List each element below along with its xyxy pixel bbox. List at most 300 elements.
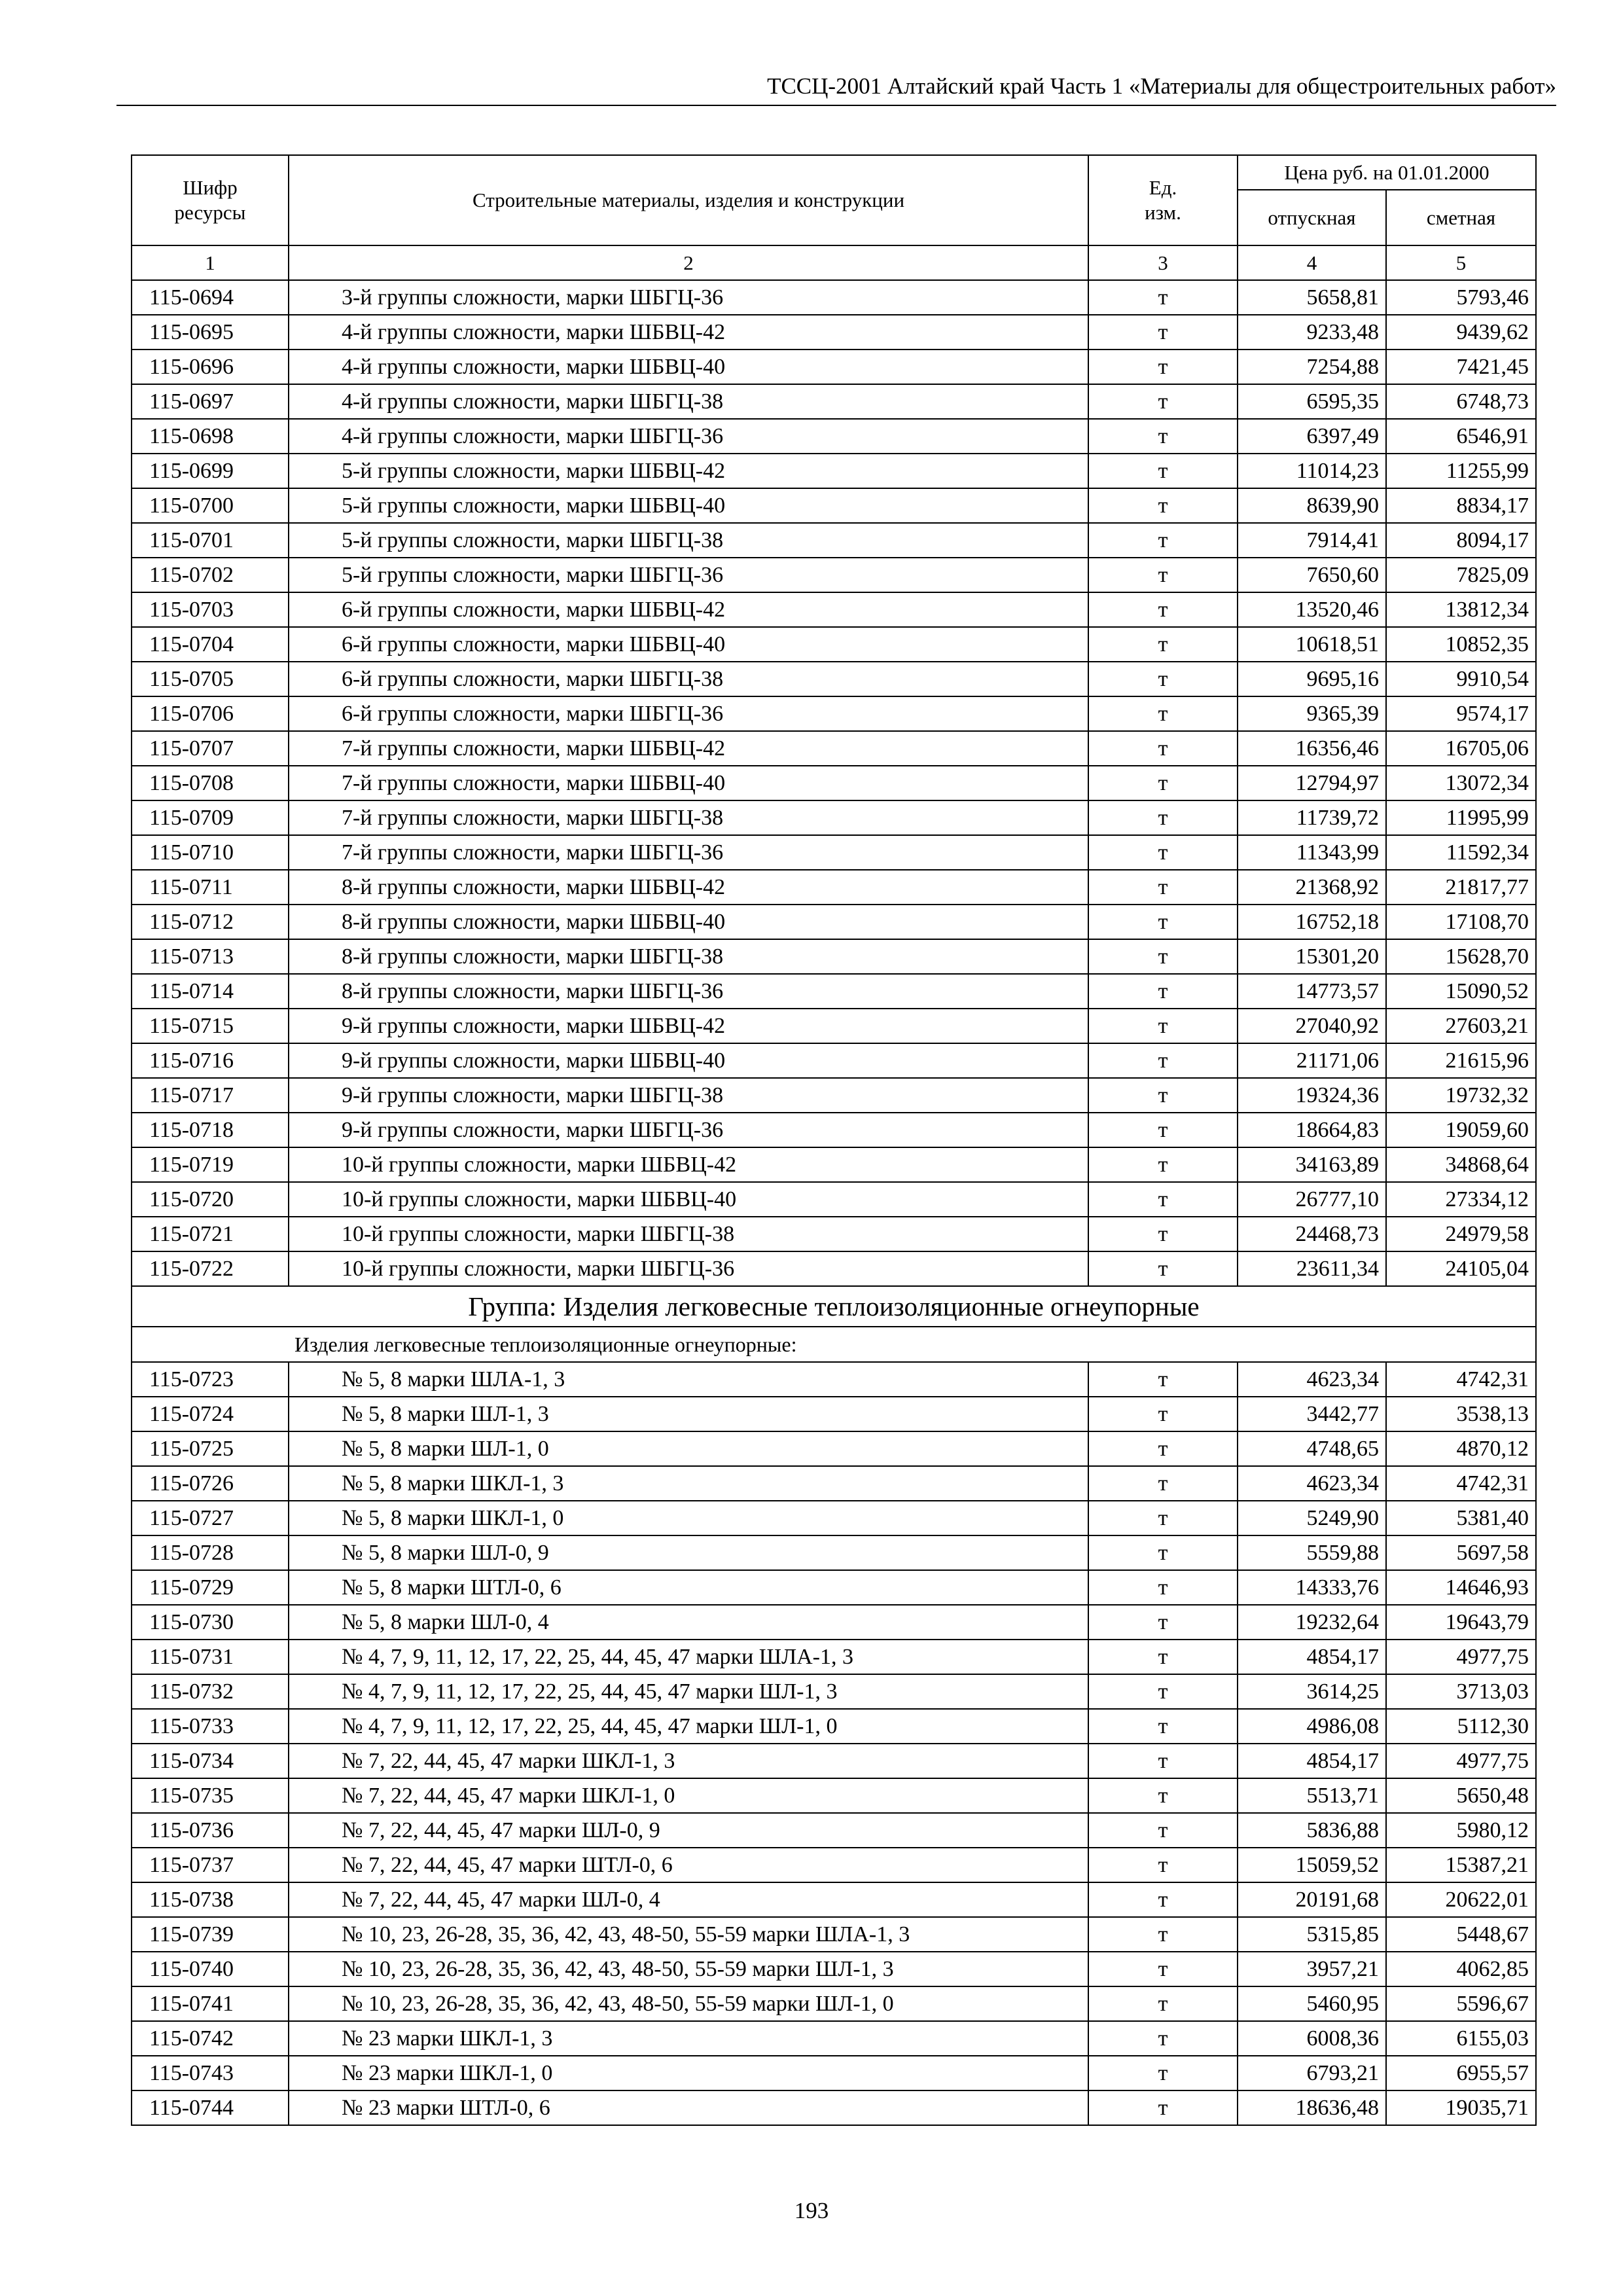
resource-code: 115-0720 bbox=[132, 1182, 289, 1217]
table-row bbox=[132, 1744, 1536, 1778]
resource-code: 115-0734 bbox=[132, 1744, 289, 1778]
material-name: 8-й группы сложности, марки ШБГЦ-38 bbox=[289, 939, 1088, 974]
estimate-price: 4742,31 bbox=[1386, 1362, 1536, 1397]
unit: т bbox=[1088, 1986, 1238, 2021]
unit: т bbox=[1088, 1009, 1238, 1043]
estimate-price: 21615,96 bbox=[1386, 1043, 1536, 1078]
release-price: 11343,99 bbox=[1238, 835, 1386, 870]
resource-code: 115-0713 bbox=[132, 939, 289, 974]
unit: т bbox=[1088, 696, 1238, 731]
resource-code: 115-0727 bbox=[132, 1501, 289, 1535]
estimate-price: 9439,62 bbox=[1386, 315, 1536, 350]
material-name: 6-й группы сложности, марки ШБВЦ-40 bbox=[289, 627, 1088, 662]
release-price: 18636,48 bbox=[1238, 2090, 1386, 2125]
release-price: 5559,88 bbox=[1238, 1535, 1386, 1570]
estimate-price: 34868,64 bbox=[1386, 1147, 1536, 1182]
unit: т bbox=[1088, 592, 1238, 627]
unit: т bbox=[1088, 1113, 1238, 1147]
column-number: 4 bbox=[1238, 245, 1386, 280]
material-name: 8-й группы сложности, марки ШБГЦ-36 bbox=[289, 974, 1088, 1009]
estimate-price: 7421,45 bbox=[1386, 350, 1536, 384]
unit: т bbox=[1088, 835, 1238, 870]
material-name: 9-й группы сложности, марки ШБГЦ-36 bbox=[289, 1113, 1088, 1147]
resource-code: 115-0744 bbox=[132, 2090, 289, 2125]
unit: т bbox=[1088, 1640, 1238, 1674]
resource-code: 115-0707 bbox=[132, 731, 289, 766]
unit: т bbox=[1088, 384, 1238, 419]
material-name: № 10, 23, 26-28, 35, 36, 42, 43, 48-50, 55-59 марки ШЛА-1, 3 bbox=[289, 1917, 1088, 1952]
resource-code: 115-0729 bbox=[132, 1570, 289, 1605]
release-price: 6397,49 bbox=[1238, 419, 1386, 454]
table-row bbox=[132, 870, 1536, 905]
table-row bbox=[132, 1466, 1536, 1501]
table-row bbox=[132, 939, 1536, 974]
estimate-price: 11592,34 bbox=[1386, 835, 1536, 870]
resource-code: 115-0732 bbox=[132, 1674, 289, 1709]
resource-code: 115-0731 bbox=[132, 1640, 289, 1674]
unit: т bbox=[1088, 1882, 1238, 1917]
table-row bbox=[132, 1113, 1536, 1147]
estimate-price: 8834,17 bbox=[1386, 488, 1536, 523]
resource-code: 115-0743 bbox=[132, 2056, 289, 2090]
table-row bbox=[132, 419, 1536, 454]
material-name: 5-й группы сложности, марки ШБВЦ-42 bbox=[289, 454, 1088, 488]
release-price: 5315,85 bbox=[1238, 1917, 1386, 1952]
unit: т bbox=[1088, 1709, 1238, 1744]
material-name: № 4, 7, 9, 11, 12, 17, 22, 25, 44, 45, 47 марки ШЛА-1, 3 bbox=[289, 1640, 1088, 1674]
material-name: № 5, 8 марки ШТЛ-0, 6 bbox=[289, 1570, 1088, 1605]
table-row bbox=[132, 1778, 1536, 1813]
table-row bbox=[132, 766, 1536, 800]
release-price: 6793,21 bbox=[1238, 2056, 1386, 2090]
estimate-price: 6748,73 bbox=[1386, 384, 1536, 419]
release-price: 3957,21 bbox=[1238, 1952, 1386, 1986]
estimate-price: 3713,03 bbox=[1386, 1674, 1536, 1709]
material-name: № 5, 8 марки ШЛ-0, 4 bbox=[289, 1605, 1088, 1640]
unit: т bbox=[1088, 870, 1238, 905]
resource-code: 115-0701 bbox=[132, 523, 289, 558]
resource-code: 115-0717 bbox=[132, 1078, 289, 1113]
release-price: 21368,92 bbox=[1238, 870, 1386, 905]
release-price: 15059,52 bbox=[1238, 1848, 1386, 1882]
resource-code: 115-0716 bbox=[132, 1043, 289, 1078]
release-price: 3614,25 bbox=[1238, 1674, 1386, 1709]
resource-code: 115-0702 bbox=[132, 558, 289, 592]
material-name: 8-й группы сложности, марки ШБВЦ-42 bbox=[289, 870, 1088, 905]
material-name: № 7, 22, 44, 45, 47 марки ШТЛ-0, 6 bbox=[289, 1848, 1088, 1882]
release-price: 3442,77 bbox=[1238, 1397, 1386, 1431]
estimate-price: 4870,12 bbox=[1386, 1431, 1536, 1466]
group-subheading-row bbox=[132, 1327, 1536, 1362]
estimate-price: 15628,70 bbox=[1386, 939, 1536, 974]
unit: т bbox=[1088, 1466, 1238, 1501]
table-row bbox=[132, 488, 1536, 523]
release-price: 7914,41 bbox=[1238, 523, 1386, 558]
estimate-price: 3538,13 bbox=[1386, 1397, 1536, 1431]
release-price: 9365,39 bbox=[1238, 696, 1386, 731]
table-row bbox=[132, 731, 1536, 766]
release-price: 23611,34 bbox=[1238, 1251, 1386, 1286]
resource-code: 115-0706 bbox=[132, 696, 289, 731]
release-price: 11739,72 bbox=[1238, 800, 1386, 835]
resource-code: 115-0699 bbox=[132, 454, 289, 488]
material-name: 3-й группы сложности, марки ШБГЦ-36 bbox=[289, 280, 1088, 315]
release-price: 7650,60 bbox=[1238, 558, 1386, 592]
unit: т bbox=[1088, 627, 1238, 662]
table-body-section-b bbox=[132, 1362, 1536, 2125]
table-row bbox=[132, 2056, 1536, 2090]
table-row bbox=[132, 523, 1536, 558]
material-name: № 7, 22, 44, 45, 47 марки ШКЛ-1, 0 bbox=[289, 1778, 1088, 1813]
estimate-price: 4977,75 bbox=[1386, 1744, 1536, 1778]
release-price: 5658,81 bbox=[1238, 280, 1386, 315]
estimate-price: 9574,17 bbox=[1386, 696, 1536, 731]
unit: т bbox=[1088, 1362, 1238, 1397]
resource-code: 115-0721 bbox=[132, 1217, 289, 1251]
estimate-price: 19732,32 bbox=[1386, 1078, 1536, 1113]
estimate-price: 13072,34 bbox=[1386, 766, 1536, 800]
material-name: 6-й группы сложности, марки ШБГЦ-38 bbox=[289, 662, 1088, 696]
release-price: 4623,34 bbox=[1238, 1466, 1386, 1501]
material-name: 10-й группы сложности, марки ШБВЦ-42 bbox=[289, 1147, 1088, 1182]
unit: т bbox=[1088, 1813, 1238, 1848]
release-price: 5836,88 bbox=[1238, 1813, 1386, 1848]
estimate-price: 5697,58 bbox=[1386, 1535, 1536, 1570]
resource-code: 115-0724 bbox=[132, 1397, 289, 1431]
resource-code: 115-0705 bbox=[132, 662, 289, 696]
group-section bbox=[132, 1286, 1536, 1362]
release-price: 4986,08 bbox=[1238, 1709, 1386, 1744]
table-row bbox=[132, 1147, 1536, 1182]
column-header-code: Шифр ресурсы bbox=[132, 155, 289, 245]
release-price: 18664,83 bbox=[1238, 1113, 1386, 1147]
release-price: 6595,35 bbox=[1238, 384, 1386, 419]
estimate-price: 4977,75 bbox=[1386, 1640, 1536, 1674]
page-number: 193 bbox=[794, 2198, 829, 2223]
estimate-price: 11255,99 bbox=[1386, 454, 1536, 488]
column-number: 2 bbox=[289, 245, 1088, 280]
table-row bbox=[132, 800, 1536, 835]
table-row bbox=[132, 696, 1536, 731]
material-name: № 23 марки ШТЛ-0, 6 bbox=[289, 2090, 1088, 2125]
unit: т bbox=[1088, 1078, 1238, 1113]
estimate-price: 11995,99 bbox=[1386, 800, 1536, 835]
resource-code: 115-0739 bbox=[132, 1917, 289, 1952]
resource-code: 115-0723 bbox=[132, 1362, 289, 1397]
unit: т bbox=[1088, 1570, 1238, 1605]
release-price: 16356,46 bbox=[1238, 731, 1386, 766]
unit: т bbox=[1088, 1848, 1238, 1882]
resource-code: 115-0740 bbox=[132, 1952, 289, 1986]
release-price: 8639,90 bbox=[1238, 488, 1386, 523]
table-row bbox=[132, 1501, 1536, 1535]
unit: т bbox=[1088, 558, 1238, 592]
estimate-price: 19643,79 bbox=[1386, 1605, 1536, 1640]
unit: т bbox=[1088, 800, 1238, 835]
column-number: 5 bbox=[1386, 245, 1536, 280]
table-row bbox=[132, 1078, 1536, 1113]
table-row bbox=[132, 2090, 1536, 2125]
resource-code: 115-0698 bbox=[132, 419, 289, 454]
material-name: 5-й группы сложности, марки ШБВЦ-40 bbox=[289, 488, 1088, 523]
material-name: № 5, 8 марки ШКЛ-1, 0 bbox=[289, 1501, 1088, 1535]
estimate-price: 24105,04 bbox=[1386, 1251, 1536, 1286]
unit: т bbox=[1088, 488, 1238, 523]
resource-code: 115-0728 bbox=[132, 1535, 289, 1570]
material-name: 4-й группы сложности, марки ШБГЦ-36 bbox=[289, 419, 1088, 454]
unit: т bbox=[1088, 1431, 1238, 1466]
table-row bbox=[132, 1535, 1536, 1570]
unit: т bbox=[1088, 1778, 1238, 1813]
resource-code: 115-0694 bbox=[132, 280, 289, 315]
unit: т bbox=[1088, 974, 1238, 1009]
material-name: 4-й группы сложности, марки ШБВЦ-42 bbox=[289, 315, 1088, 350]
resource-code: 115-0737 bbox=[132, 1848, 289, 1882]
table-row bbox=[132, 1397, 1536, 1431]
resource-code: 115-0710 bbox=[132, 835, 289, 870]
resource-code: 115-0711 bbox=[132, 870, 289, 905]
unit: т bbox=[1088, 766, 1238, 800]
table-row bbox=[132, 280, 1536, 315]
table-header bbox=[132, 155, 1536, 280]
column-header-unit: Ед. изм. bbox=[1088, 155, 1238, 245]
estimate-price: 5650,48 bbox=[1386, 1778, 1536, 1813]
unit: т bbox=[1088, 662, 1238, 696]
table-row bbox=[132, 384, 1536, 419]
estimate-price: 20622,01 bbox=[1386, 1882, 1536, 1917]
estimate-price: 6155,03 bbox=[1386, 2021, 1536, 2056]
release-price: 14773,57 bbox=[1238, 974, 1386, 1009]
resource-code: 115-0736 bbox=[132, 1813, 289, 1848]
unit: т bbox=[1088, 1744, 1238, 1778]
column-header-estimate-price: сметная bbox=[1386, 190, 1536, 245]
material-name: № 7, 22, 44, 45, 47 марки ШКЛ-1, 3 bbox=[289, 1744, 1088, 1778]
table-row bbox=[132, 1009, 1536, 1043]
release-price: 24468,73 bbox=[1238, 1217, 1386, 1251]
material-name: № 5, 8 марки ШЛ-0, 9 bbox=[289, 1535, 1088, 1570]
unit: т bbox=[1088, 2021, 1238, 2056]
resource-code: 115-0695 bbox=[132, 315, 289, 350]
estimate-price: 5448,67 bbox=[1386, 1917, 1536, 1952]
material-name: 9-й группы сложности, марки ШБГЦ-38 bbox=[289, 1078, 1088, 1113]
table-row bbox=[132, 1251, 1536, 1286]
column-number: 1 bbox=[132, 245, 289, 280]
table-row bbox=[132, 1917, 1536, 1952]
unit: т bbox=[1088, 1217, 1238, 1251]
group-subtitle: Изделия легковесные теплоизоляционные огнеупорные: bbox=[132, 1327, 1536, 1362]
material-name: № 7, 22, 44, 45, 47 марки ШЛ-0, 9 bbox=[289, 1813, 1088, 1848]
resource-code: 115-0718 bbox=[132, 1113, 289, 1147]
material-name: № 23 марки ШКЛ-1, 0 bbox=[289, 2056, 1088, 2090]
material-name: № 4, 7, 9, 11, 12, 17, 22, 25, 44, 45, 47 марки ШЛ-1, 0 bbox=[289, 1709, 1088, 1744]
table-row bbox=[132, 1605, 1536, 1640]
estimate-price: 27603,21 bbox=[1386, 1009, 1536, 1043]
release-price: 11014,23 bbox=[1238, 454, 1386, 488]
table-row bbox=[132, 558, 1536, 592]
release-price: 26777,10 bbox=[1238, 1182, 1386, 1217]
estimate-price: 15387,21 bbox=[1386, 1848, 1536, 1882]
estimate-price: 15090,52 bbox=[1386, 974, 1536, 1009]
estimate-price: 24979,58 bbox=[1386, 1217, 1536, 1251]
release-price: 4623,34 bbox=[1238, 1362, 1386, 1397]
group-title: Группа: Изделия легковесные теплоизоляционные огнеупорные bbox=[132, 1286, 1536, 1327]
column-number: 3 bbox=[1088, 245, 1238, 280]
material-name: № 10, 23, 26-28, 35, 36, 42, 43, 48-50, 55-59 марки ШЛ-1, 0 bbox=[289, 1986, 1088, 2021]
unit: т bbox=[1088, 905, 1238, 939]
material-name: № 4, 7, 9, 11, 12, 17, 22, 25, 44, 45, 47 марки ШЛ-1, 3 bbox=[289, 1674, 1088, 1709]
table-row bbox=[132, 1986, 1536, 2021]
table-row bbox=[132, 835, 1536, 870]
material-name: № 7, 22, 44, 45, 47 марки ШЛ-0, 4 bbox=[289, 1882, 1088, 1917]
header-title: ТССЦ-2001 Алтайский край Часть 1 «Материалы для общестроительных работ» bbox=[767, 73, 1556, 99]
table-row bbox=[132, 1640, 1536, 1674]
estimate-price: 7825,09 bbox=[1386, 558, 1536, 592]
unit: т bbox=[1088, 280, 1238, 315]
material-name: 10-й группы сложности, марки ШБГЦ-36 bbox=[289, 1251, 1088, 1286]
material-name: 5-й группы сложности, марки ШБГЦ-38 bbox=[289, 523, 1088, 558]
table-row bbox=[132, 2021, 1536, 2056]
resource-code: 115-0726 bbox=[132, 1466, 289, 1501]
resource-code: 115-0700 bbox=[132, 488, 289, 523]
resource-code: 115-0703 bbox=[132, 592, 289, 627]
table-body-section-a bbox=[132, 280, 1536, 1286]
resource-code: 115-0742 bbox=[132, 2021, 289, 2056]
release-price: 27040,92 bbox=[1238, 1009, 1386, 1043]
table-row bbox=[132, 1570, 1536, 1605]
column-header-name: Строительные материалы, изделия и конструкции bbox=[289, 155, 1088, 245]
release-price: 4854,17 bbox=[1238, 1744, 1386, 1778]
estimate-price: 8094,17 bbox=[1386, 523, 1536, 558]
release-price: 15301,20 bbox=[1238, 939, 1386, 974]
release-price: 19324,36 bbox=[1238, 1078, 1386, 1113]
unit: т bbox=[1088, 1917, 1238, 1952]
unit: т bbox=[1088, 1605, 1238, 1640]
unit: т bbox=[1088, 1674, 1238, 1709]
material-name: № 23 марки ШКЛ-1, 3 bbox=[289, 2021, 1088, 2056]
material-name: 7-й группы сложности, марки ШБГЦ-38 bbox=[289, 800, 1088, 835]
material-name: 10-й группы сложности, марки ШБВЦ-40 bbox=[289, 1182, 1088, 1217]
unit: т bbox=[1088, 1397, 1238, 1431]
unit: т bbox=[1088, 1952, 1238, 1986]
estimate-price: 5112,30 bbox=[1386, 1709, 1536, 1744]
resource-code: 115-0735 bbox=[132, 1778, 289, 1813]
release-price: 5460,95 bbox=[1238, 1986, 1386, 2021]
column-header-release-price: отпускная bbox=[1238, 190, 1386, 245]
table-row bbox=[132, 627, 1536, 662]
release-price: 9695,16 bbox=[1238, 662, 1386, 696]
resource-code: 115-0733 bbox=[132, 1709, 289, 1744]
column-number-row bbox=[132, 245, 1536, 280]
unit: т bbox=[1088, 939, 1238, 974]
table-row bbox=[132, 1952, 1536, 1986]
estimate-price: 6955,57 bbox=[1386, 2056, 1536, 2090]
table-row bbox=[132, 592, 1536, 627]
estimate-price: 14646,93 bbox=[1386, 1570, 1536, 1605]
estimate-price: 27334,12 bbox=[1386, 1182, 1536, 1217]
material-name: № 5, 8 марки ШЛ-1, 3 bbox=[289, 1397, 1088, 1431]
release-price: 7254,88 bbox=[1238, 350, 1386, 384]
table-row bbox=[132, 1362, 1536, 1397]
estimate-price: 13812,34 bbox=[1386, 592, 1536, 627]
resource-code: 115-0709 bbox=[132, 800, 289, 835]
release-price: 4854,17 bbox=[1238, 1640, 1386, 1674]
estimate-price: 9910,54 bbox=[1386, 662, 1536, 696]
group-heading-row bbox=[132, 1286, 1536, 1327]
resource-code: 115-0696 bbox=[132, 350, 289, 384]
resource-code: 115-0730 bbox=[132, 1605, 289, 1640]
material-name: 6-й группы сложности, марки ШБВЦ-42 bbox=[289, 592, 1088, 627]
resource-code: 115-0704 bbox=[132, 627, 289, 662]
table-row bbox=[132, 315, 1536, 350]
resource-code: 115-0738 bbox=[132, 1882, 289, 1917]
page-header bbox=[116, 71, 1556, 106]
table-row bbox=[132, 662, 1536, 696]
table-row bbox=[132, 350, 1536, 384]
estimate-price: 5381,40 bbox=[1386, 1501, 1536, 1535]
estimate-price: 5793,46 bbox=[1386, 280, 1536, 315]
unit: т bbox=[1088, 523, 1238, 558]
unit: т bbox=[1088, 1043, 1238, 1078]
material-name: № 5, 8 марки ШЛ-1, 0 bbox=[289, 1431, 1088, 1466]
unit: т bbox=[1088, 1251, 1238, 1286]
estimate-price: 19059,60 bbox=[1386, 1113, 1536, 1147]
material-name: № 5, 8 марки ШКЛ-1, 3 bbox=[289, 1466, 1088, 1501]
estimate-price: 4742,31 bbox=[1386, 1466, 1536, 1501]
estimate-price: 6546,91 bbox=[1386, 419, 1536, 454]
release-price: 19232,64 bbox=[1238, 1605, 1386, 1640]
resource-code: 115-0725 bbox=[132, 1431, 289, 1466]
estimate-price: 5980,12 bbox=[1386, 1813, 1536, 1848]
release-price: 9233,48 bbox=[1238, 315, 1386, 350]
material-name: 4-й группы сложности, марки ШБГЦ-38 bbox=[289, 384, 1088, 419]
table-row bbox=[132, 1674, 1536, 1709]
estimate-price: 19035,71 bbox=[1386, 2090, 1536, 2125]
table-row bbox=[132, 1848, 1536, 1882]
resource-code: 115-0715 bbox=[132, 1009, 289, 1043]
material-name: № 10, 23, 26-28, 35, 36, 42, 43, 48-50, 55-59 марки ШЛ-1, 3 bbox=[289, 1952, 1088, 1986]
release-price: 14333,76 bbox=[1238, 1570, 1386, 1605]
material-name: 9-й группы сложности, марки ШБВЦ-42 bbox=[289, 1009, 1088, 1043]
material-name: 5-й группы сложности, марки ШБГЦ-36 bbox=[289, 558, 1088, 592]
table-row bbox=[132, 1882, 1536, 1917]
unit: т bbox=[1088, 1147, 1238, 1182]
release-price: 20191,68 bbox=[1238, 1882, 1386, 1917]
material-name: 7-й группы сложности, марки ШБВЦ-42 bbox=[289, 731, 1088, 766]
material-name: 7-й группы сложности, марки ШБГЦ-36 bbox=[289, 835, 1088, 870]
unit: т bbox=[1088, 1182, 1238, 1217]
resource-code: 115-0708 bbox=[132, 766, 289, 800]
estimate-price: 21817,77 bbox=[1386, 870, 1536, 905]
table-row bbox=[132, 1813, 1536, 1848]
estimate-price: 17108,70 bbox=[1386, 905, 1536, 939]
table-row bbox=[132, 974, 1536, 1009]
release-price: 10618,51 bbox=[1238, 627, 1386, 662]
resource-code: 115-0741 bbox=[132, 1986, 289, 2021]
material-name: № 5, 8 марки ШЛА-1, 3 bbox=[289, 1362, 1088, 1397]
table-row bbox=[132, 905, 1536, 939]
table-row bbox=[132, 1709, 1536, 1744]
material-name: 7-й группы сложности, марки ШБВЦ-40 bbox=[289, 766, 1088, 800]
material-name: 10-й группы сложности, марки ШБГЦ-38 bbox=[289, 1217, 1088, 1251]
estimate-price: 16705,06 bbox=[1386, 731, 1536, 766]
price-table bbox=[131, 154, 1537, 2126]
table-row bbox=[132, 1431, 1536, 1466]
resource-code: 115-0722 bbox=[132, 1251, 289, 1286]
resource-code: 115-0712 bbox=[132, 905, 289, 939]
resource-code: 115-0697 bbox=[132, 384, 289, 419]
unit: т bbox=[1088, 454, 1238, 488]
material-name: 9-й группы сложности, марки ШБВЦ-40 bbox=[289, 1043, 1088, 1078]
